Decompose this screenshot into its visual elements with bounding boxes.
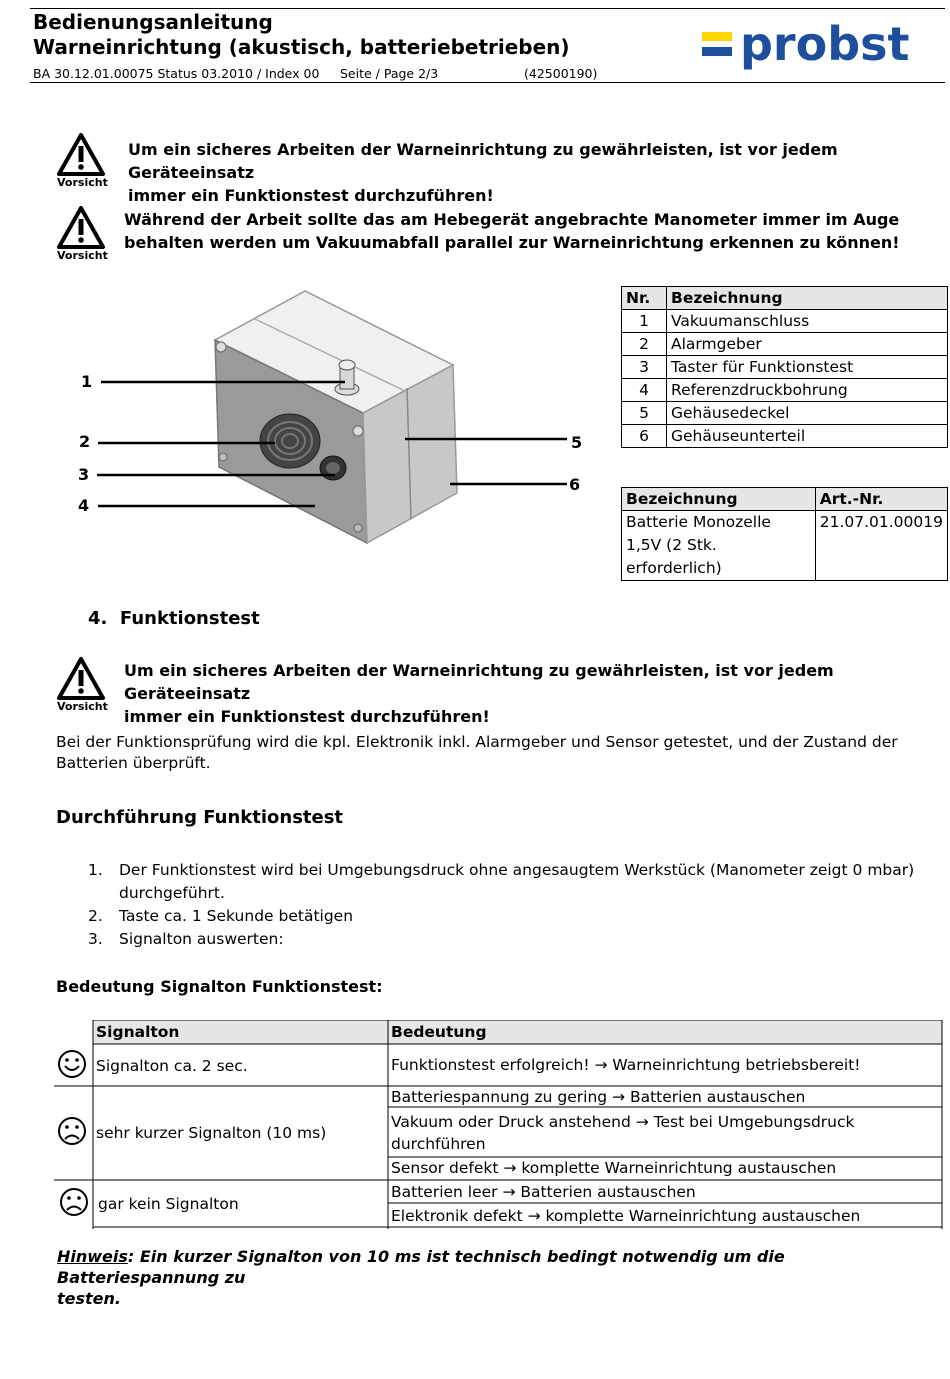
warning-triangle-icon (56, 656, 106, 702)
meaning-col-header: Bedeutung (391, 1023, 487, 1041)
note: Hinweis: Ein kurzer Signalton von 10 ms ist technisch bedingt notwendig um die Batteriespannung zu testen. (57, 1247, 785, 1308)
logo-wordmark: probst (740, 20, 910, 71)
list-item: 2. Taste ca. 1 Sekunde betätigen (88, 907, 354, 925)
doc-reference: BA 30.12.01.00075 Status 03.2010 / Index 00 (33, 66, 320, 81)
warning-block-3 (56, 656, 106, 706)
warning-text-2: Während der Arbeit sollte das am Hebegerät angebrachte Manometer immer im Auge behalten werden um Vakuumabfall parallel zur Warneinrichtung erkennen zu können! (124, 210, 900, 252)
table-row: 1 Vakuumanschluss (622, 310, 948, 333)
note-label: Hinweis (57, 1247, 128, 1266)
table-header-row: Nr. Bezeichnung (622, 287, 948, 310)
signal-cell: Signalton ca. 2 sec. (96, 1057, 248, 1075)
meaning-cell: Elektronik defekt → komplette Warneinrichtung austauschen (391, 1207, 861, 1225)
title-line-2: Warneinrichtung (akustisch, batteriebetrieben) (33, 35, 570, 59)
doc-number: (42500190) (524, 66, 598, 81)
steps-list (88, 859, 914, 951)
page-number: Seite / Page 2/3 (340, 66, 439, 81)
section-heading: 4. Funktionstest (88, 608, 260, 629)
warning-text-3: Um ein sicheres Arbeiten der Warneinrichtung zu gewährleisten, ist vor jedem Geräteeinsatz immer ein Funktionstest durchzuführen! (124, 661, 834, 726)
callout-1: 1 (81, 372, 93, 391)
list-item: 1. Der Funktionstest wird bei Umgebungsdruck ohne angesaugtem Werkstück (Manometer zeigt 0 mbar) (88, 861, 915, 879)
table-row: 4 Referenzdruckbohrung (622, 379, 948, 402)
callout-6: 6 (569, 475, 581, 494)
callout-5: 5 (571, 433, 583, 452)
signal-table (54, 1020, 943, 1230)
signal-cell: sehr kurzer Signalton (10 ms) (96, 1124, 327, 1142)
list-item: durchgeführt. (119, 884, 225, 902)
intro-paragraph: Bei der Funktionsprüfung wird die kpl. Elektronik inkl. Alarmgeber und Sensor getestet, und der Zustand der Batterien überprüft. (56, 733, 898, 772)
smiley-happy-icon (57, 1049, 87, 1083)
callout-3: 3 (78, 465, 90, 484)
warning-label: Vorsicht (57, 700, 108, 713)
meaning-cell: Batterien leer → Batterien austauschen (391, 1183, 696, 1201)
table-row: Batterie Monozelle 1,5V (2 Stk. erforderlich) 21.07.01.00019 (622, 511, 948, 581)
smiley-sad-icon (57, 1116, 87, 1150)
warning-label: Vorsicht (57, 249, 108, 262)
table-row: 3 Taster für Funktionstest (622, 356, 948, 379)
table-row: 5 Gehäusedeckel (622, 402, 948, 425)
table-header-row: Bezeichnung Art.-Nr. (622, 488, 948, 511)
signal-heading: Bedeutung Signalton Funktionstest: (56, 977, 383, 996)
table-row: 6 Gehäuseunterteil (622, 425, 948, 448)
smiley-sad-icon (59, 1187, 89, 1221)
warning-label: Vorsicht (57, 176, 108, 189)
meaning-cell: Sensor defekt → komplette Warneinrichtung austauschen (391, 1159, 837, 1177)
sub-heading: Durchführung Funktionstest (56, 807, 344, 828)
callout-2: 2 (79, 432, 91, 451)
callout-4: 4 (78, 496, 90, 515)
warning-text-1: Um ein sicheres Arbeiten der Warneinrichtung zu gewährleisten, ist vor jedem Geräteeinsatz immer ein Funktionstest durchzuführen! (128, 140, 838, 205)
article-table (621, 487, 948, 581)
meaning-cell: Vakuum oder Druck anstehend → Test bei Umgebungsdruck durchführen (391, 1113, 855, 1153)
list-item: 3. Signalton auswerten: (88, 930, 284, 948)
table-row: 2 Alarmgeber (622, 333, 948, 356)
signal-col-header: Signalton (96, 1023, 180, 1041)
meaning-cell: Batteriespannung zu gering → Batterien austauschen (391, 1088, 806, 1106)
parts-table (621, 286, 948, 448)
title-line-1: Bedienungsanleitung (33, 10, 273, 34)
signal-cell: gar kein Signalton (98, 1195, 239, 1213)
meaning-cell: Funktionstest erfolgreich! → Warneinrichtung betriebsbereit! (391, 1056, 861, 1074)
